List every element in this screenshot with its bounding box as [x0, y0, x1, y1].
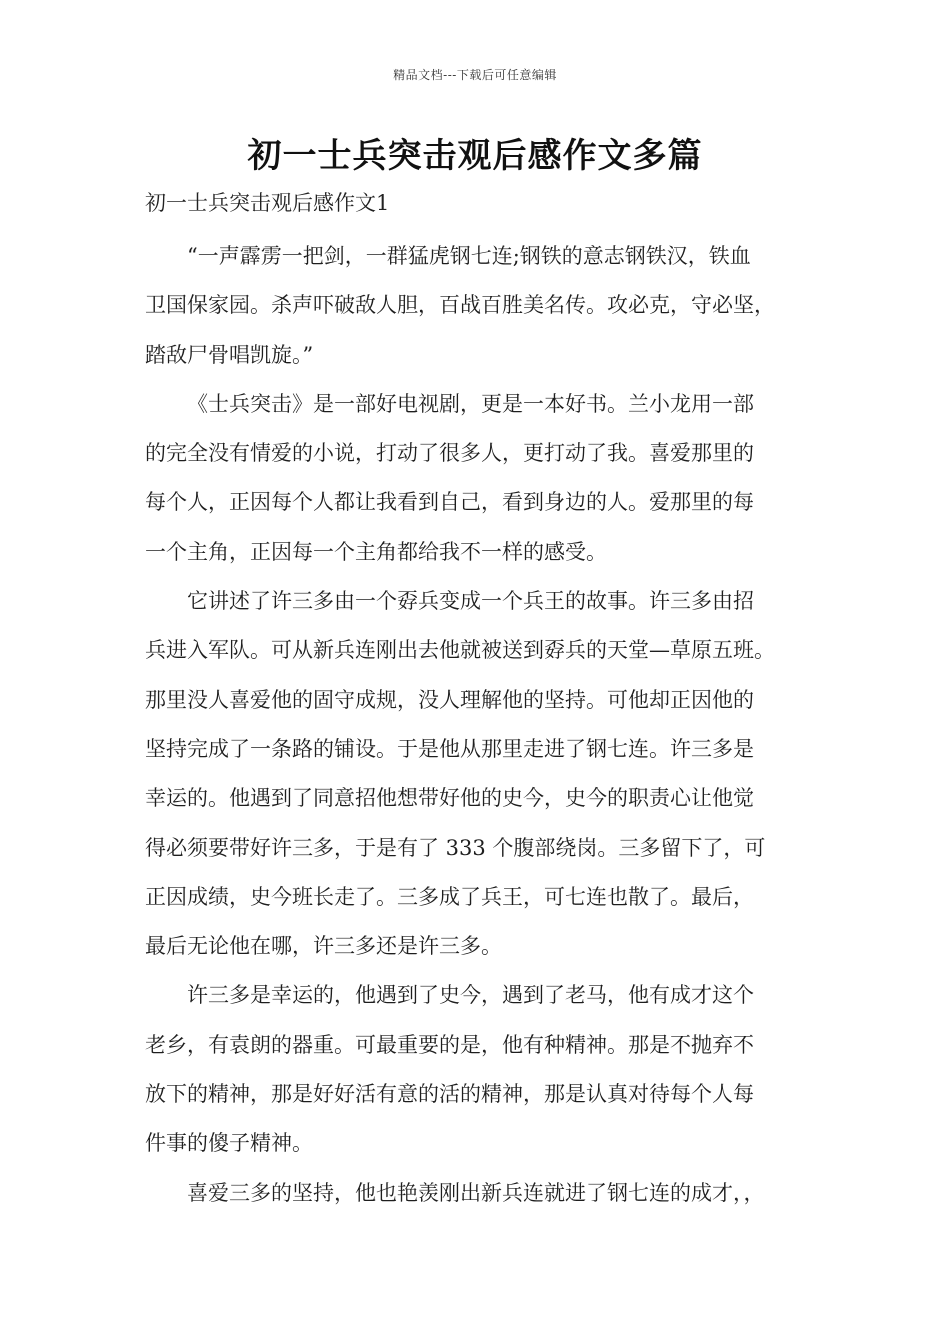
text-line: 放下的精神，那是好好活有意的活的精神，那是认真对待每个人每 — [145, 1082, 754, 1107]
header-note: 精品文档---下载后可任意编辑 — [393, 68, 557, 82]
text-line: 老乡，有袁朗的器重。可最重要的是，他有种精神。那是不抛弃不 — [145, 1032, 754, 1057]
text-line: 它讲述了许三多由一个孬兵变成一个兵王的故事。许三多由招 — [187, 589, 754, 614]
text-line: 卫国保家园。杀声吓破敌人胆，百战百胜美名传。攻必克，守必坚， — [145, 293, 775, 318]
text-line: 那里没人喜爱他的固守成规，没人理解他的坚持。可他却正因他的 — [145, 687, 754, 712]
text-line: 正因成绩，史今班长走了。三多成了兵王，可七连也散了。最后， — [145, 884, 754, 909]
text-line: 喜爱三多的坚持，他也艳羡刚出新兵连就进了钢七连的成才，， — [187, 1180, 765, 1205]
text-line: 兵进入军队。可从新兵连刚出去他就被送到孬兵的天堂—草原五班。 — [145, 638, 775, 663]
document-title: 初一士兵突击观后感作文多篇 — [247, 136, 703, 176]
article-body — [145, 232, 835, 1218]
text-line: 许三多是幸运的，他遇到了史今，遇到了老马，他有成才这个 — [187, 983, 754, 1008]
text-line: 得必须要带好许三多，于是有了 333 个腹部绕岗。三多留下了，可 — [145, 835, 766, 860]
text-line: “一声霹雳一把剑，一群猛虎钢七连;钢铁的意志钢铁汉，铁血 — [187, 244, 751, 268]
text-line: 一个主角，正因每一个主角都给我不一样的感受。 — [145, 539, 607, 564]
text-line: 最后无论他在哪，许三多还是许三多。 — [145, 934, 502, 959]
article-subtitle: 初一士兵突击观后感作文1 — [145, 191, 390, 215]
text-line: 《士兵突击》是一部好电视剧，更是一本好书。兰小龙用一部 — [187, 391, 754, 416]
text-line: 每个人，正因每个人都让我看到自己，看到身边的人。爱那里的每 — [145, 490, 754, 515]
text-line: 幸运的。他遇到了同意招他想带好他的史今，史今的职责心让他觉 — [145, 786, 754, 811]
text-line: 踏敌尸骨唱凯旋。” — [145, 342, 314, 367]
text-line: 的完全没有情爱的小说，打动了很多人，更打动了我。喜爱那里的 — [145, 441, 754, 466]
text-line: 坚持完成了一条路的铺设。于是他从那里走进了钢七连。许三多是 — [145, 736, 754, 761]
text-line: 件事的傻子精神。 — [145, 1131, 313, 1156]
